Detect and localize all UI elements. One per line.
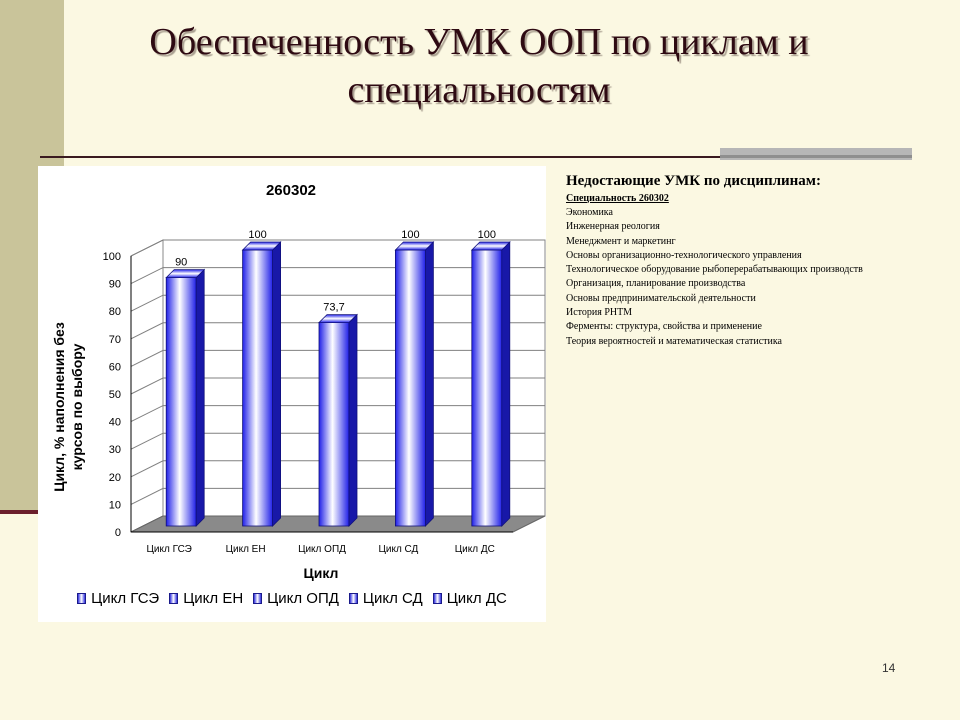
legend-swatch: [349, 593, 358, 604]
legend-item: [253, 590, 339, 607]
data-label: 100: [248, 229, 267, 241]
legend-item: [349, 590, 423, 607]
legend-swatch: [253, 593, 262, 604]
missing-discipline-item: Экономика: [566, 207, 613, 218]
legend-item: [77, 590, 159, 607]
bar-side: [425, 242, 433, 526]
y-tick-label: 40: [108, 416, 121, 429]
legend-label: Цикл ГСЭ: [91, 589, 160, 607]
legend-item: [169, 590, 243, 607]
y-tick-label: 70: [108, 333, 121, 346]
data-label: 90: [175, 256, 188, 269]
legend-swatch: [77, 593, 86, 604]
legend-item: [433, 590, 507, 607]
data-label: 73,7: [323, 301, 345, 314]
chart-container: [38, 166, 546, 622]
x-tick-label: Цикл ЕН: [225, 544, 266, 555]
missing-umk-heading: Недостающие УМК по дисциплинам:: [566, 173, 822, 189]
missing-discipline-item: Инженерная реология: [566, 221, 660, 233]
y-tick-label: 100: [102, 251, 121, 263]
missing-discipline-item: Ферменты: структура, свойства и применение: [566, 321, 762, 333]
bar-side: [196, 270, 204, 526]
legend-label: Цикл ДС: [446, 589, 507, 607]
bar: [319, 323, 349, 526]
y-tick-label: 0: [114, 527, 121, 539]
y-tick-label: 20: [108, 471, 121, 484]
bar-side: [502, 242, 510, 526]
missing-discipline-item: Организация, планирование производства: [566, 278, 746, 290]
x-tick-label: Цикл ОПД: [298, 544, 346, 555]
legend-swatch: [433, 593, 442, 604]
x-tick-label: Цикл СД: [378, 544, 419, 555]
x-axis-title: Цикл: [303, 565, 339, 581]
y-tick-label: 90: [108, 278, 121, 291]
data-label: 100: [477, 229, 496, 241]
y-tick-label: 50: [108, 389, 121, 401]
specialty-label: Специальность 260302: [566, 193, 669, 204]
page-number: 14: [882, 661, 896, 675]
y-tick-label: 80: [108, 306, 121, 319]
bar: [243, 250, 273, 526]
missing-discipline-item: История РНТМ: [566, 307, 633, 319]
y-tick-label: 60: [108, 361, 121, 374]
missing-discipline-item: Технологическое оборудование рыбоперерабатывающих производств: [566, 264, 863, 276]
title-divider: [40, 156, 720, 158]
x-tick-label: Цикл ДС: [454, 544, 495, 555]
missing-discipline-item: Основы организационно-технологического управления: [566, 249, 802, 261]
legend-label: Цикл ОПД: [267, 589, 339, 607]
bar: [472, 250, 502, 526]
title-divider-accent: [720, 148, 912, 160]
bar-side: [349, 315, 357, 526]
slide-title: Обеспеченность УМК ООП по циклам и специальностям: [149, 21, 809, 111]
missing-discipline-item: Основы предпринимательской деятельности: [566, 292, 756, 304]
bar: [166, 278, 196, 526]
x-tick-label: Цикл ГСЭ: [146, 544, 192, 555]
legend-label: Цикл СД: [362, 589, 423, 607]
bar-side: [273, 242, 281, 526]
bar-chart: [38, 166, 546, 586]
missing-disciplines-list: [566, 206, 863, 349]
y-tick-label: 10: [108, 499, 121, 512]
missing-discipline-item: Теория вероятностей и математическая статистика: [566, 335, 782, 347]
missing-discipline-item: Менеджмент и маркетинг: [566, 235, 676, 247]
bar: [395, 250, 425, 526]
chart-legend: [38, 584, 546, 612]
chart-title: 260302: [265, 182, 317, 199]
legend-swatch: [169, 593, 178, 604]
data-label: 100: [401, 229, 420, 241]
y-axis-title: Цикл, % наполнения без курсов по выбору: [51, 322, 85, 492]
title-divider-accent-line: [720, 155, 912, 158]
legend-label: Цикл ЕН: [183, 589, 244, 607]
y-tick-label: 30: [108, 444, 121, 457]
